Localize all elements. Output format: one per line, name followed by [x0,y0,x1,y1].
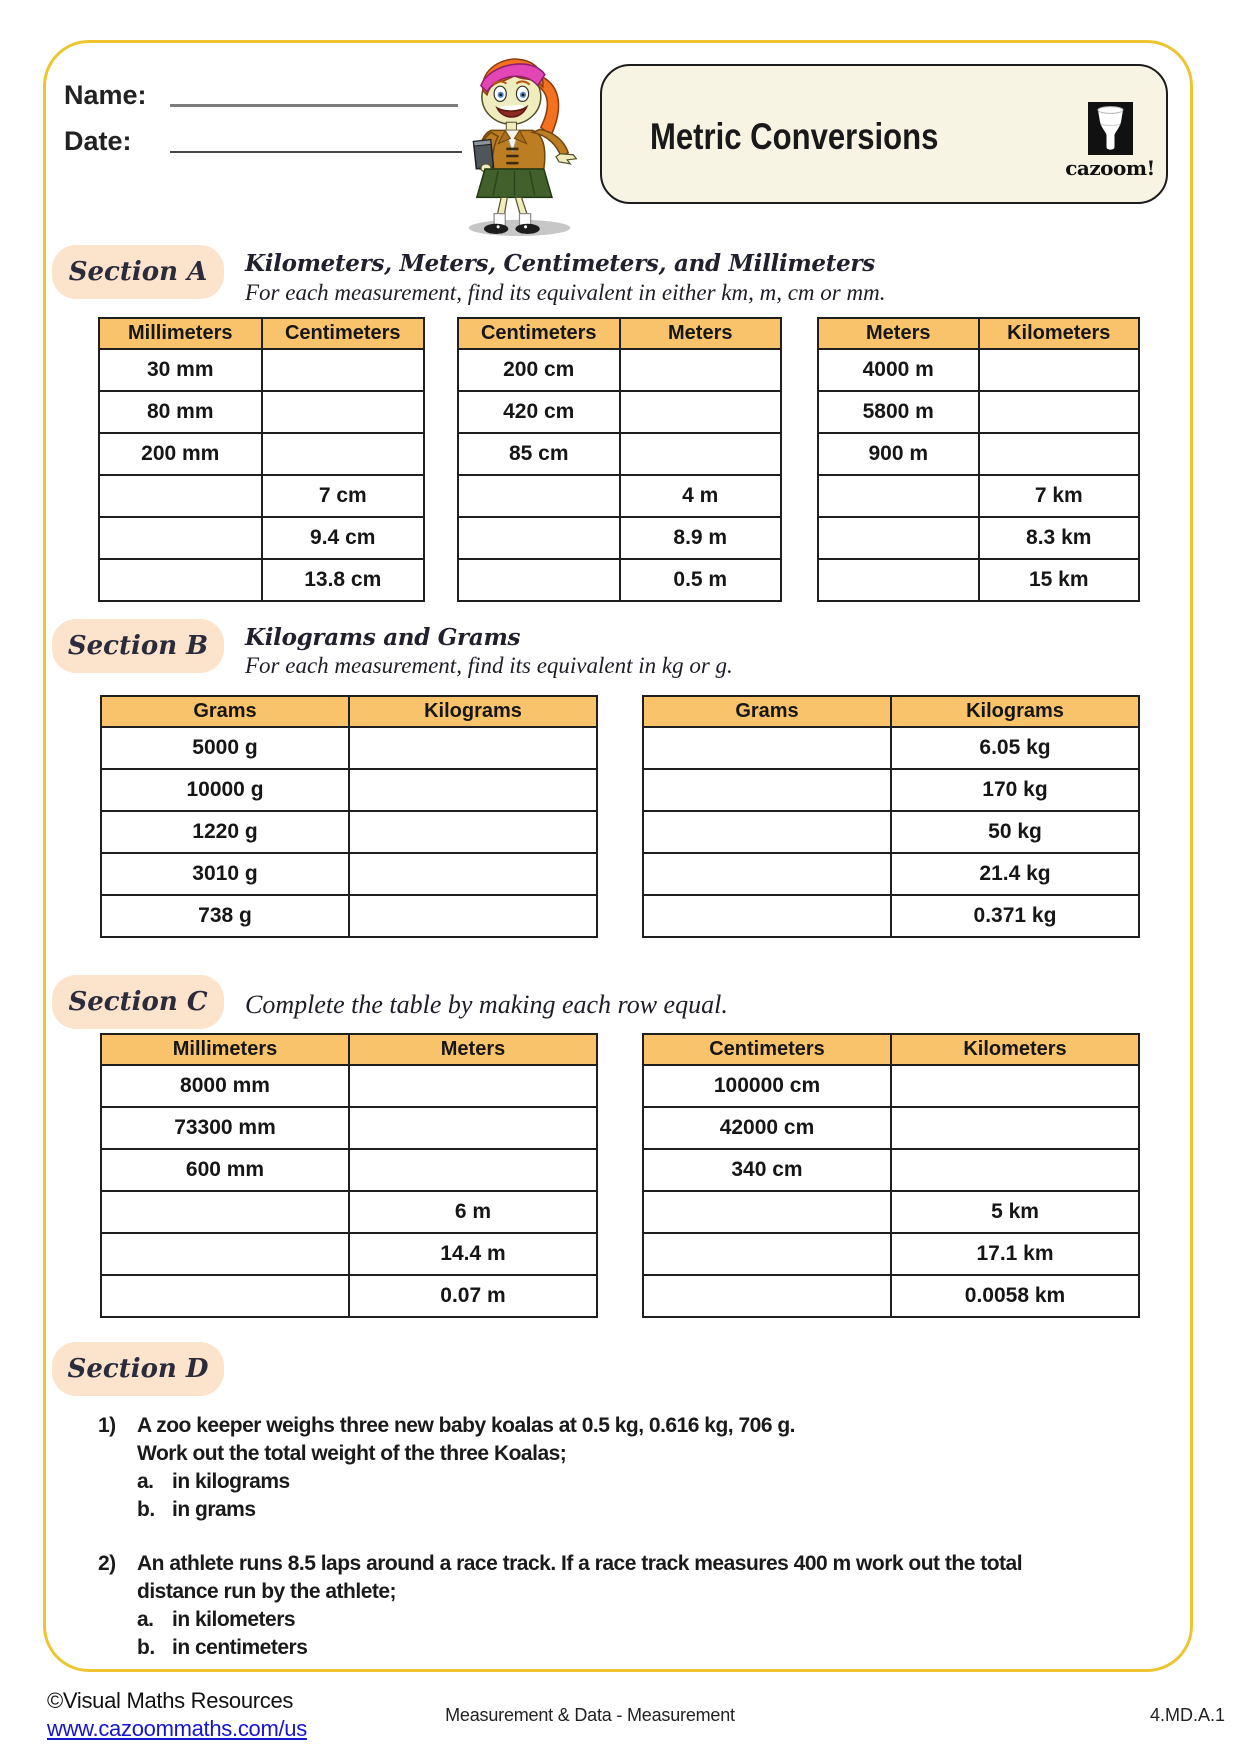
value-cell: 200 cm [458,349,620,391]
value-cell: 42000 cm [643,1107,891,1149]
value-cell: 6 m [349,1191,597,1233]
section-a-heading: Kilometers, Meters, Centimeters, and Millimeters [245,250,875,277]
part-letter: a. [137,1470,154,1493]
table-row [99,475,424,517]
table-kg-to-g [642,695,1140,938]
question-2-part-a [137,1606,1022,1634]
value-cell: 900 m [818,433,979,475]
table-row [101,895,597,937]
answer-cell[interactable] [262,433,425,475]
table-row [643,1107,1139,1149]
table-row [458,559,781,601]
answer-cell[interactable] [643,853,891,895]
answer-cell[interactable] [643,1233,891,1275]
page-title: Metric Conversions [650,116,939,157]
table-row [101,727,597,769]
part-text: in grams [172,1498,256,1521]
answer-cell[interactable] [262,391,425,433]
table-header-row [643,1034,1139,1065]
question-1-number: 1) [98,1414,116,1437]
answer-cell[interactable] [979,391,1140,433]
table-row [101,811,597,853]
question-2-number: 2) [98,1552,116,1575]
date-input-line[interactable] [170,151,462,153]
value-cell: 85 cm [458,433,620,475]
section-d-pill [52,1342,224,1396]
answer-cell[interactable] [349,853,597,895]
part-text: in kilograms [172,1470,290,1493]
part-text: in kilometers [172,1608,296,1631]
answer-cell[interactable] [99,517,262,559]
table-cm-to-m [457,317,782,602]
answer-cell[interactable] [643,727,891,769]
table-row [99,391,424,433]
table-row [458,475,781,517]
column-header: Centimeters [458,318,620,349]
answer-cell[interactable] [979,433,1140,475]
column-header: Meters [349,1034,597,1065]
column-header: Meters [620,318,782,349]
answer-cell[interactable] [620,433,782,475]
answer-cell[interactable] [643,1191,891,1233]
table-row [643,895,1139,937]
table-row [818,349,1139,391]
section-a-label: Section A [68,257,208,287]
table-row [643,769,1139,811]
section-c-instruction: Complete the table by making each row equal. [245,990,728,1019]
question-1-line-1: A zoo keeper weighs three new baby koalas at 0.5 kg, 0.616 kg, 706 g. [137,1414,796,1437]
table-header-row [458,318,781,349]
value-cell: 1220 g [101,811,349,853]
value-cell: 340 cm [643,1149,891,1191]
section-b-pill [52,619,224,673]
answer-cell[interactable] [979,349,1140,391]
column-header: Centimeters [643,1034,891,1065]
table-row [101,1065,597,1107]
table-row [818,475,1139,517]
table-m-to-km [817,317,1140,602]
answer-cell[interactable] [99,475,262,517]
footer-copyright: ©Visual Maths Resources [47,1688,294,1713]
table-row [101,1191,597,1233]
cazoom-logo [1060,102,1160,180]
answer-cell[interactable] [349,769,597,811]
answer-cell[interactable] [818,517,979,559]
column-header: Millimeters [99,318,262,349]
column-header: Kilometers [891,1034,1139,1065]
value-cell: 738 g [101,895,349,937]
date-label: Date: [64,126,132,156]
question-1 [98,1412,1138,1524]
question-2-line-2: distance run by the athlete; [137,1580,397,1603]
table-mm-to-cm [98,317,425,602]
section-a-subheading: For each measurement, find its equivalent in either km, m, cm or mm. [245,280,886,305]
column-header: Meters [818,318,979,349]
table-row [643,811,1139,853]
table-mm-to-m [100,1033,598,1318]
part-letter: b. [137,1636,155,1659]
part-letter: a. [137,1608,154,1631]
answer-cell[interactable] [349,727,597,769]
section-a-pill [52,245,224,299]
title-box [600,64,1168,204]
answer-cell[interactable] [458,517,620,559]
value-cell: 200 mm [99,433,262,475]
value-cell: 7 cm [262,475,425,517]
value-cell: 21.4 kg [891,853,1139,895]
table-row [643,1149,1139,1191]
answer-cell[interactable] [818,559,979,601]
table-row [643,727,1139,769]
section-c-pill [52,975,224,1029]
footer-website-link[interactable]: www.cazoommaths.com/us [47,1716,307,1741]
column-header: Grams [643,696,891,727]
table-row [458,349,781,391]
table-row [818,559,1139,601]
table-row [643,853,1139,895]
footer-topic: Measurement & Data - Measurement [445,1705,735,1725]
answer-cell[interactable] [99,559,262,601]
value-cell: 73300 mm [101,1107,349,1149]
value-cell: 600 mm [101,1149,349,1191]
answer-cell[interactable] [891,1107,1139,1149]
value-cell: 50 kg [891,811,1139,853]
table-row [818,391,1139,433]
column-header: Centimeters [262,318,425,349]
question-2-part-b [137,1634,1022,1662]
value-cell: 5800 m [818,391,979,433]
answer-cell[interactable] [101,1233,349,1275]
name-input-line[interactable] [170,104,458,107]
section-d-label: Section D [67,1354,209,1384]
value-cell: 7 km [979,475,1140,517]
table-row [818,517,1139,559]
value-cell: 420 cm [458,391,620,433]
section-b-heading: Kilograms and Grams [245,624,521,651]
table-row [818,433,1139,475]
column-header: Kilograms [891,696,1139,727]
answer-cell[interactable] [891,1149,1139,1191]
answer-cell[interactable] [349,1065,597,1107]
footer-standard-code: 4.MD.A.1 [1149,1705,1225,1725]
table-g-to-kg [100,695,598,938]
section-c-label: Section C [68,987,208,1017]
value-cell: 9.4 cm [262,517,425,559]
answer-cell[interactable] [458,475,620,517]
cazoom-drum-icon [1088,102,1133,155]
table-cm-to-km [642,1033,1140,1318]
value-cell: 8000 mm [101,1065,349,1107]
value-cell: 4 m [620,475,782,517]
table-row [101,1149,597,1191]
table-row [643,1065,1139,1107]
value-cell: 6.05 kg [891,727,1139,769]
value-cell: 8.9 m [620,517,782,559]
question-2 [98,1550,1138,1662]
value-cell: 15 km [979,559,1140,601]
answer-cell[interactable] [349,895,597,937]
table-row [458,433,781,475]
value-cell: 30 mm [99,349,262,391]
section-b-subheading: For each measurement, find its equivalent in kg or g. [245,653,733,678]
value-cell: 14.4 m [349,1233,597,1275]
table-row [99,349,424,391]
value-cell: 17.1 km [891,1233,1139,1275]
part-text: in centimeters [172,1636,308,1659]
table-row [643,1275,1139,1317]
table-header-row [818,318,1139,349]
value-cell: 80 mm [99,391,262,433]
answer-cell[interactable] [643,1275,891,1317]
cazoom-logo-text: cazoom! [1065,156,1155,180]
question-1-line-2: Work out the total weight of the three Koalas; [137,1442,567,1465]
question-1-part-b [137,1496,795,1524]
section-b-label: Section B [67,631,209,661]
answer-cell[interactable] [620,391,782,433]
table-row [99,559,424,601]
student-girl-illustration [452,40,590,238]
value-cell: 170 kg [891,769,1139,811]
answer-cell[interactable] [643,769,891,811]
value-cell: 0.0058 km [891,1275,1139,1317]
table-header-row [99,318,424,349]
question-1-part-a [137,1468,795,1496]
answer-cell[interactable] [349,811,597,853]
table-row [101,853,597,895]
value-cell: 8.3 km [979,517,1140,559]
answer-cell[interactable] [643,811,891,853]
table-row [101,1107,597,1149]
table-row [99,433,424,475]
value-cell: 13.8 cm [262,559,425,601]
column-header: Kilometers [979,318,1140,349]
answer-cell[interactable] [349,1107,597,1149]
value-cell: 4000 m [818,349,979,391]
answer-cell[interactable] [620,349,782,391]
answer-cell[interactable] [101,1275,349,1317]
table-row [101,1275,597,1317]
table-header-row [643,696,1139,727]
table-row [458,517,781,559]
answer-cell[interactable] [101,1191,349,1233]
table-row [101,1233,597,1275]
column-header: Grams [101,696,349,727]
answer-cell[interactable] [349,1149,597,1191]
value-cell: 0.5 m [620,559,782,601]
value-cell: 5 km [891,1191,1139,1233]
part-letter: b. [137,1498,155,1521]
value-cell: 0.07 m [349,1275,597,1317]
answer-cell[interactable] [262,349,425,391]
table-row [458,391,781,433]
value-cell: 100000 cm [643,1065,891,1107]
column-header: Millimeters [101,1034,349,1065]
name-label: Name: [64,80,147,110]
table-row [101,769,597,811]
table-header-row [101,1034,597,1065]
table-header-row [101,696,597,727]
table-row [643,1191,1139,1233]
column-header: Kilograms [349,696,597,727]
value-cell: 0.371 kg [891,895,1139,937]
answer-cell[interactable] [891,1065,1139,1107]
question-2-line-1: An athlete runs 8.5 laps around a race track. If a race track measures 400 m work out the total [137,1552,1023,1575]
answer-cell[interactable] [458,559,620,601]
value-cell: 10000 g [101,769,349,811]
answer-cell[interactable] [643,895,891,937]
value-cell: 3010 g [101,853,349,895]
table-row [99,517,424,559]
answer-cell[interactable] [818,475,979,517]
table-row [643,1233,1139,1275]
value-cell: 5000 g [101,727,349,769]
